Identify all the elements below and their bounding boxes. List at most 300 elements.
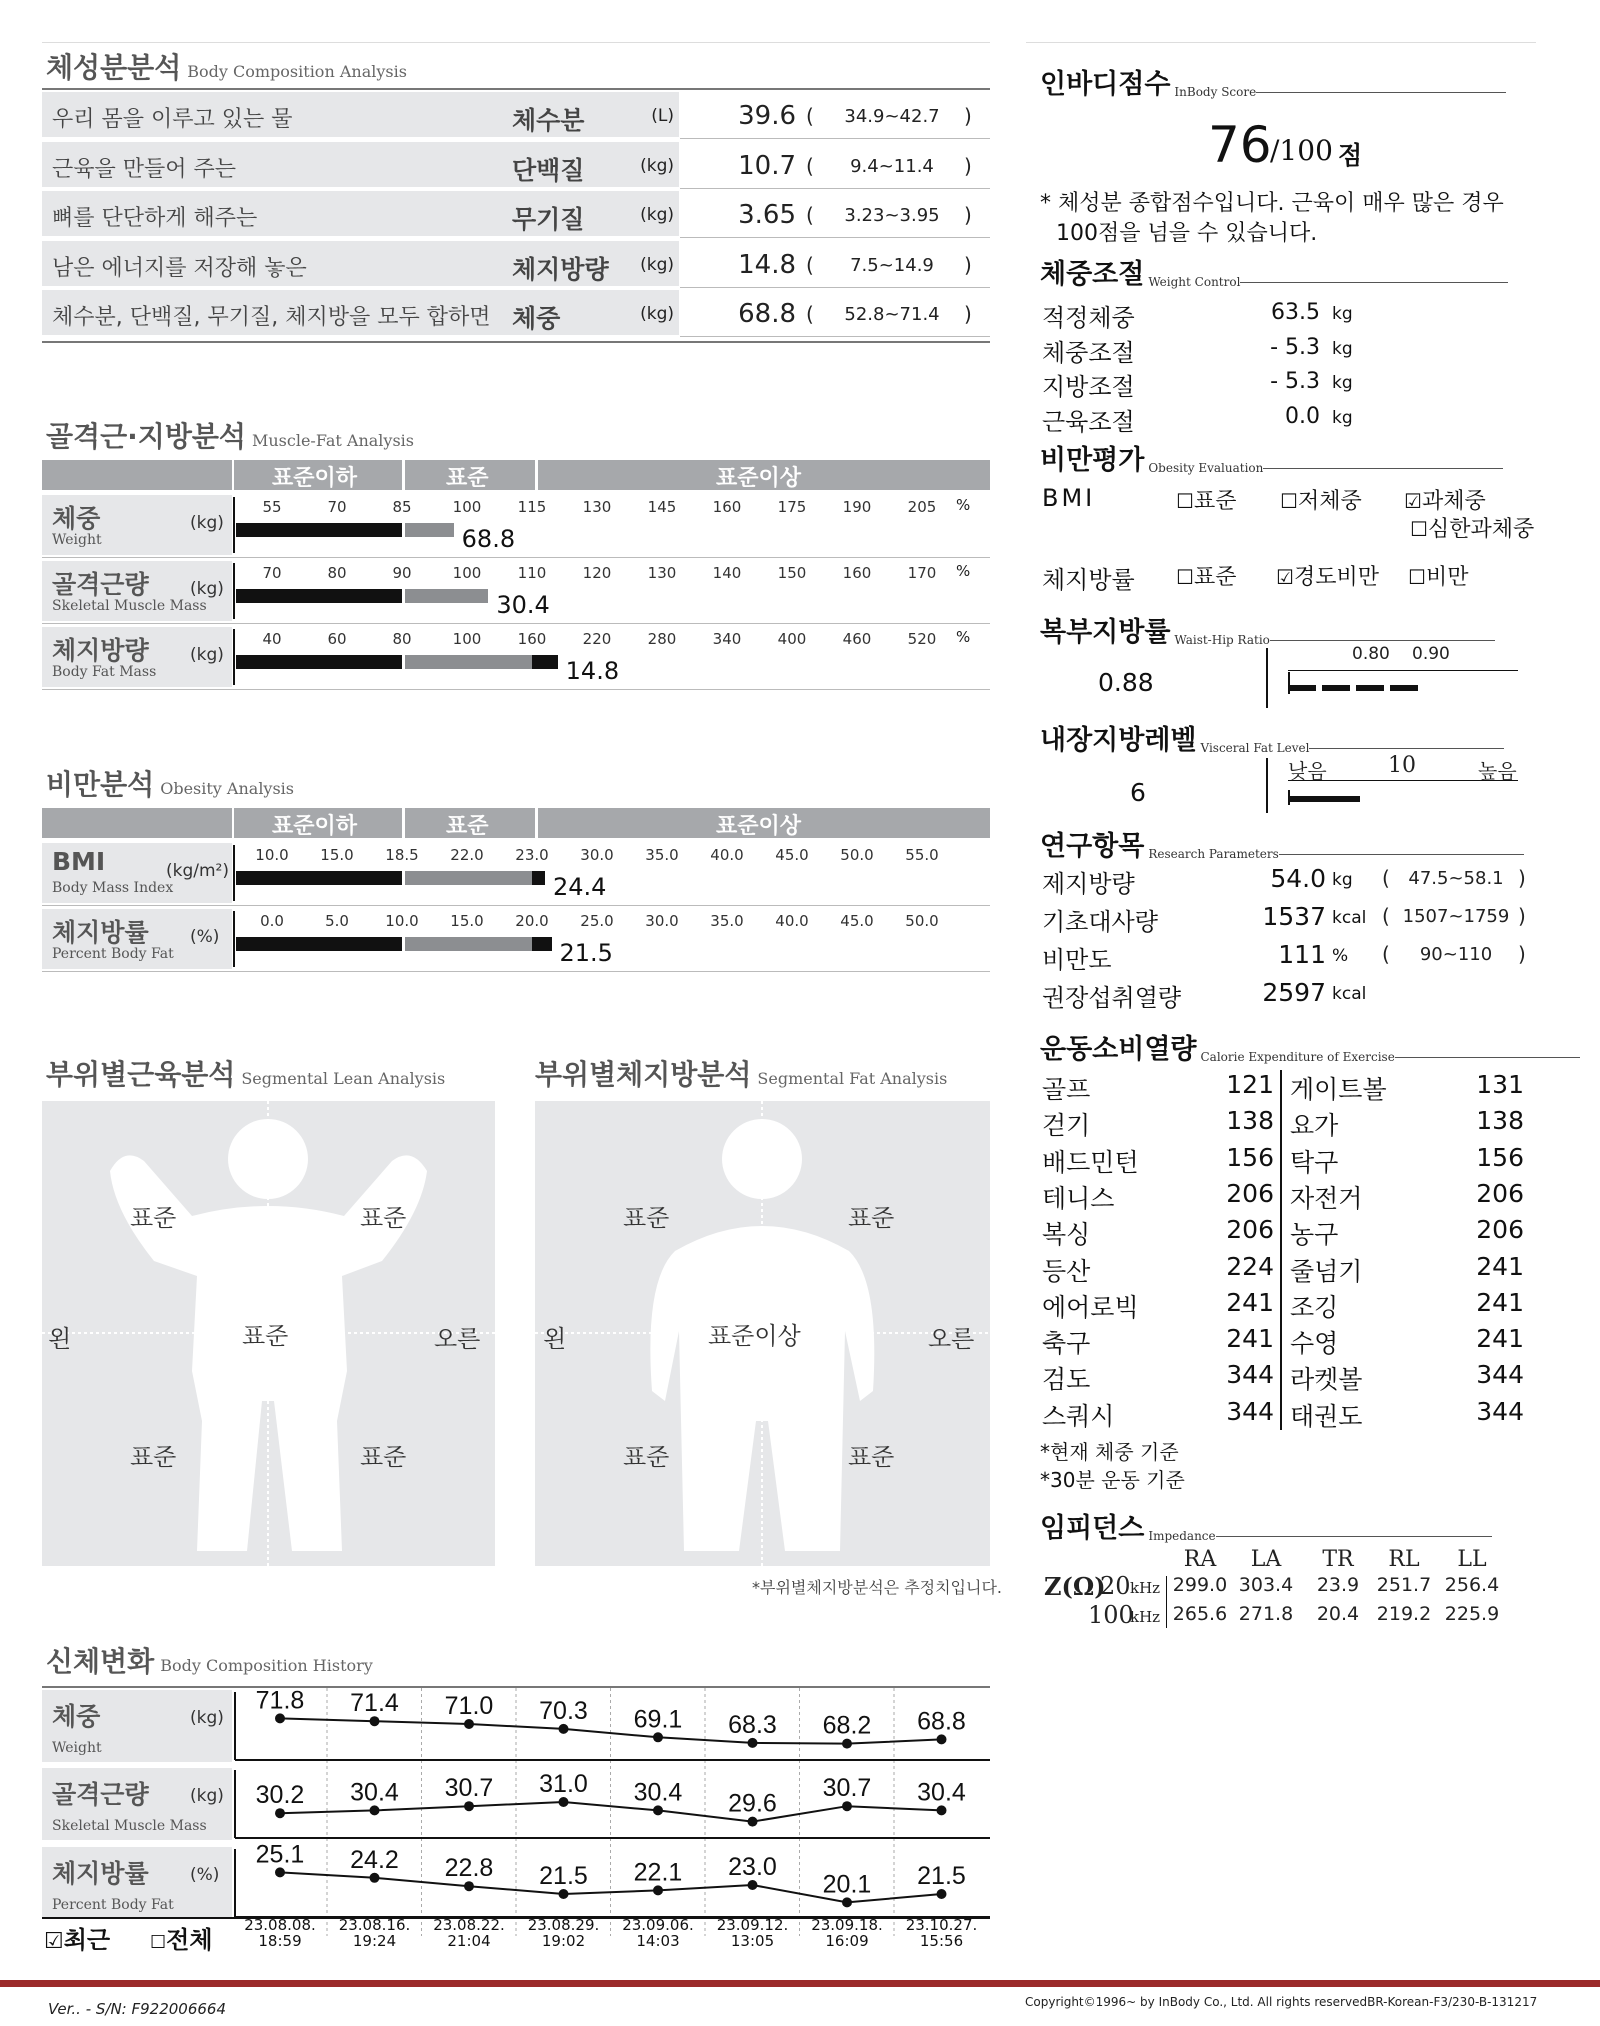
exercise-kcal: 121 [1226,1070,1274,1099]
history-time: 14:03 [636,1932,680,1950]
bar-value: 24.4 [553,873,607,901]
research-title-en: Research Parameters [1148,847,1279,861]
checkbox-icon: ☐ [1410,517,1428,541]
exercise-name: 자전거 [1290,1183,1363,1213]
history-chart [42,1688,990,1936]
bar-row-unit: (kg) [190,645,224,665]
bar-black-fill [236,589,402,603]
exercise-kcal: 156 [1476,1142,1524,1172]
weight-control-title-en: Weight Control [1148,275,1241,289]
paren-open: ( [806,252,814,277]
bar-row-line [42,971,990,972]
history-point [653,1805,663,1815]
history-title [46,1640,373,1680]
history-recent-option[interactable] [44,1920,110,1955]
history-point [275,1867,285,1877]
impedance-col: TR [1322,1547,1354,1572]
score-note-1: * 체성분 종합점수입니다. 근육이 매우 많은 경우 [1040,191,1504,216]
research-title-rule [1279,854,1524,855]
obesity-title [46,763,294,803]
tick-label: 15.0 [320,846,354,864]
bmi-opt [1280,484,1362,515]
pct-label: % [956,562,971,580]
body-comp-desc: 체수분, 단백질, 무기질, 체지방을 모두 합하면 [52,305,491,330]
exercise-kcal: 206 [1476,1215,1524,1245]
bar-row-name-en: Body Mass Index [52,880,174,896]
wc-label: 근육조절 [1042,407,1135,436]
body-comp-desc: 남은 에너지를 저장해 놓은 [52,255,307,281]
exercise-kcal: 241 [1476,1324,1524,1354]
history-value: 22.1 [633,1858,683,1887]
obesity-eval-title-ko: 비만평가 [1040,445,1145,476]
tick-label: 160 [517,630,547,648]
bar-black-fill [236,523,402,537]
exercise-name: 탁구 [1290,1147,1339,1177]
body-comp-value: 39.6 [738,101,796,131]
seg-fat-title-ko: 부위별체지방분석 [535,1058,752,1091]
tick-label: 30.0 [580,846,614,864]
bar-row-name: BMI [52,847,106,876]
body-comp-topline [42,88,990,90]
tick-label: 400 [777,630,807,648]
impedance-title-en: Impedance [1148,1529,1216,1543]
tick-label: 160 [842,564,872,582]
exercise-name: 축구 [1042,1329,1091,1359]
tick-label: 175 [777,498,807,516]
research-value: 1537 [1262,902,1326,931]
research-label: 제지방량 [1042,870,1135,898]
exercise-kcal: 156 [1226,1142,1274,1172]
muscle-fat-title-en: Muscle-Fat Analysis [251,431,414,450]
exercise-kcal: 344 [1226,1360,1274,1390]
history-value: 31.0 [539,1770,588,1798]
bar-above-fill [532,937,552,951]
research-unit: kcal [1332,984,1367,1004]
body-comp-name: 체수분 [512,106,585,135]
history-point [370,1716,380,1726]
weight-control-title [1040,252,1508,291]
body-comp-range: 3.23~3.95 [844,205,940,226]
tick-label: 160 [712,498,742,516]
exercise-title [1040,1027,1580,1066]
whr-value: 0.88 [1098,668,1154,697]
checkbox-icon: ☐ [1280,489,1298,513]
fat-right-arm: 표준 [848,1204,895,1232]
body-comp-row-line [680,287,990,288]
pbf-opt [1276,560,1379,591]
exercise-name: 줄넘기 [1290,1256,1363,1286]
whr-title-rule [1270,640,1495,641]
visceral-low: 낮음 [1288,759,1327,783]
wc-unit: kg [1332,304,1353,324]
tick-label: 20.0 [515,912,549,930]
bar-black-fill [236,871,402,885]
research-unit: kcal [1332,908,1367,928]
paren-open: ( [806,302,814,326]
research-unit: kg [1332,870,1353,890]
bar-row-name: 골격근량 [52,570,149,599]
bar-row-line [42,557,990,558]
history-point [748,1817,758,1827]
footer-right: Copyright©1996~ by InBody Co., Ltd. All rights reservedBR-Korean-F3/230-B-131217 [1025,1995,1538,2009]
exercise-name: 등산 [1042,1256,1091,1286]
history-time: 19:02 [541,1932,586,1950]
impedance-value: 271.8 [1238,1603,1294,1625]
impedance-divider [1166,1576,1167,1628]
check-icon: ☑ [1404,489,1422,513]
pbf-opt [1408,560,1468,591]
lean-right-arm: 표준 [360,1204,407,1232]
exercise-name: 태권도 [1290,1401,1363,1431]
visceral-title-rule [1309,748,1504,749]
body-comp-title-ko: 체성분분석 [46,51,182,84]
tick-label: 10.0 [385,912,419,930]
paren-close: ) [1518,904,1526,928]
whr-title-en: Waist-Hip Ratio [1174,633,1270,647]
history-time: 13:05 [730,1932,775,1950]
history-date: 23.09.06. [622,1916,694,1934]
history-row-unit: (kg) [190,1708,224,1728]
inbody-score-title [1040,62,1506,101]
pbf-opt-label: 표준 [1193,565,1237,590]
obesity-eval-title-en: Obesity Evaluation [1148,461,1264,475]
history-value: 70.3 [539,1696,588,1725]
tick-label: 100 [452,564,482,582]
bar-row-unit: (kg) [190,579,224,599]
wc-value: - 5.3 [1270,369,1320,394]
wc-unit: kg [1332,338,1353,359]
body-comp-unit: (kg) [640,304,674,324]
history-point [559,1889,569,1899]
band-above-label: 표준이상 [716,814,802,839]
history-point [464,1719,474,1729]
whr-tick-2: 0.90 [1412,644,1450,664]
history-row-unit: (kg) [190,1786,224,1806]
impedance-title [1040,1506,1492,1545]
exercise-note-2: *30분 운동 기준 [1040,1468,1185,1492]
tick-label: 220 [582,630,612,648]
history-value: 21.5 [539,1862,588,1890]
exercise-name: 요가 [1290,1111,1339,1141]
tick-label: 340 [712,630,742,648]
bar-row-unit: (kg) [190,513,224,533]
history-point [748,1738,758,1748]
exercise-kcal: 138 [1226,1106,1274,1136]
tick-label: 15.0 [450,912,484,930]
bar-black-fill [236,655,402,669]
visceral-axis [1266,758,1268,813]
weight-control-title-rule [1240,282,1508,283]
exercise-kcal: 138 [1476,1106,1524,1136]
bar-axis [233,563,235,619]
tick-label: 30.0 [645,912,679,930]
tick-label: 50.0 [905,912,939,930]
tick-label: 115 [517,498,547,516]
body-comp-row-line [680,138,990,139]
paren-open: ( [1382,904,1390,928]
bar-above-fill [532,871,545,885]
history-date: 23.08.08. [244,1916,316,1934]
tick-label: 100 [452,498,482,516]
wc-label: 지방조절 [1042,373,1135,401]
whr-axis [1266,648,1268,708]
exercise-name: 검도 [1042,1365,1091,1395]
bar-row-line [42,689,990,690]
impedance-col: RA [1183,1547,1217,1572]
body-comp-value: 68.8 [738,299,796,329]
bar-value: 21.5 [559,939,613,967]
lean-right-side: 오른 [434,1325,481,1353]
tick-label: 55.0 [905,846,939,864]
history-value: 22.8 [444,1854,494,1883]
bar-row-name-en: Skeletal Muscle Mass [52,598,207,614]
paren-close: ) [964,104,972,128]
history-value: 30.7 [822,1774,872,1803]
history-point [937,1734,947,1744]
body-comp-title-en: Body Composition Analysis [187,62,407,81]
impedance-value: 256.4 [1444,1574,1500,1596]
impedance-value: 20.4 [1316,1603,1360,1625]
band-below-label: 표준이하 [272,814,358,839]
checkbox-icon: ☐ [150,1932,167,1953]
fat-right-side: 오른 [928,1325,975,1353]
tick-label: 140 [712,564,742,582]
paren-open: ( [1382,942,1390,966]
exercise-kcal: 344 [1476,1396,1524,1426]
exercise-name: 걷기 [1042,1111,1091,1141]
top-rule-right [1026,42,1536,43]
impedance-title-rule [1216,1536,1492,1537]
seg-lean-box [42,1101,495,1566]
bmi-opt-label: 심한과체중 [1427,517,1535,542]
body-comp-name: 무기질 [512,205,585,234]
history-date: 23.08.22. [433,1916,505,1934]
tick-label: 70 [327,498,347,516]
seg-lean-title-en: Segmental Lean Analysis [241,1069,446,1088]
inbody-score-title-rule [1256,92,1506,93]
score-note-2: 100점을 넘을 수 있습니다. [1056,221,1318,246]
bmi-opt [1404,484,1486,515]
exercise-kcal: 241 [1226,1324,1274,1354]
impedance-value: 219.2 [1376,1603,1432,1625]
fat-left-arm: 표준 [623,1204,670,1232]
impedance-value: 299.0 [1172,1574,1228,1596]
score-value: 76 [1208,116,1272,174]
visceral-title-ko: 내장지방레벨 [1040,725,1197,756]
research-label: 권장섭취열량 [1042,984,1182,1012]
body-comp-desc: 우리 몸을 이루고 있는 물 [52,107,293,132]
tick-label: 22.0 [450,846,484,864]
history-value: 71.4 [350,1689,399,1718]
body-comp-name: 체중 [512,304,561,333]
tick-label: 190 [842,498,872,516]
history-value: 30.2 [255,1781,305,1810]
body-comp-unit: (L) [651,106,674,126]
bar-axis [233,497,235,553]
impedance-z: Z(Ω) [1044,1572,1106,1601]
history-time: 16:09 [825,1932,869,1950]
tick-label: 85 [392,498,412,516]
history-value: 68.3 [728,1710,777,1739]
wc-unit: kg [1332,373,1353,393]
history-value: 20.1 [822,1870,872,1899]
checkbox-icon: ☐ [1408,565,1426,589]
exercise-kcal: 206 [1226,1178,1274,1208]
history-point [748,1880,758,1890]
impedance-khz: kHz [1130,1608,1161,1626]
band-normal-label: 표준 [446,814,489,839]
tick-label: 110 [517,564,547,582]
band-above-label: 표준이상 [716,466,802,491]
score-max: /100 [1270,134,1333,167]
paren-close: ) [964,252,972,277]
body-comp-value: 3.65 [738,200,796,230]
exercise-name: 조깅 [1290,1292,1339,1322]
history-row-name-en: Skeletal Muscle Mass [52,1818,207,1834]
paren-close: ) [964,153,972,178]
bar-axis [233,629,235,685]
obesity-title-en: Obesity Analysis [160,779,295,798]
inbody-score-title-en: InBody Score [1174,85,1257,99]
history-value: 30.4 [350,1778,399,1807]
footer-rule [0,1980,1600,1987]
exercise-name: 수영 [1290,1329,1339,1359]
history-point [559,1797,569,1807]
exercise-title-rule [1395,1057,1580,1058]
recent-label: 최근 [63,1926,111,1954]
exercise-name: 테니스 [1042,1183,1115,1213]
history-row-name: 체중 [52,1702,101,1731]
tick-label: 145 [647,498,677,516]
tick-label: 25.0 [580,912,614,930]
visceral-value: 6 [1130,778,1146,807]
history-row-name-en: Weight [52,1740,102,1756]
tick-label: 100 [452,630,482,648]
impedance-value: 303.4 [1238,1574,1294,1596]
bar-black-fill [236,937,402,951]
history-date: 23.08.29. [527,1916,600,1934]
tick-label: 0.0 [260,912,284,930]
history-point [370,1805,380,1815]
bar-row-name-en: Percent Body Fat [52,946,174,962]
history-point [275,1713,285,1723]
visceral-high: 높음 [1478,759,1517,783]
whr-title-ko: 복부지방률 [1040,617,1171,648]
weight-control-title-ko: 체중조절 [1040,259,1145,290]
tick-label: 130 [647,564,677,582]
tick-label: 45.0 [775,846,809,864]
tick-label: 70 [262,564,282,582]
tick-label: 90 [392,564,412,582]
inbody-score-title-ko: 인바디점수 [1040,69,1171,100]
history-date: 23.09.18. [811,1916,883,1934]
research-value: 54.0 [1270,864,1326,893]
exercise-kcal: 224 [1226,1251,1274,1281]
tick-label: 130 [582,498,612,516]
history-value: 69.1 [633,1705,683,1734]
tick-label: 150 [777,564,807,582]
pbf-opt-label: 비만 [1425,565,1469,590]
exercise-name: 골프 [1042,1075,1091,1104]
seg-lean-title [46,1053,445,1093]
history-value: 29.6 [728,1789,777,1818]
exercise-name: 게이트볼 [1290,1075,1387,1104]
bar-row-name-en: Weight [52,532,102,548]
history-point [464,1801,474,1811]
tick-label: 40.0 [710,846,744,864]
wc-label: 체중조절 [1042,338,1135,367]
bar-value: 14.8 [565,657,620,685]
pbf-eval-label: 체지방률 [1042,566,1135,594]
bar-above-fill [532,655,558,669]
exercise-name: 라켓볼 [1290,1365,1363,1395]
exercise-divider [1280,1070,1282,1430]
body-comp-value: 14.8 [738,249,796,280]
wc-value: 63.5 [1271,300,1320,325]
history-point [937,1889,947,1899]
checkbox-icon: ☐ [1176,565,1194,589]
bar-gray-fill [405,655,532,669]
bmi-eval-label: BMI [1042,484,1096,512]
research-label: 비만도 [1042,946,1112,974]
body-comp-range: 7.5~14.9 [850,254,934,276]
history-all-option[interactable] [150,1920,213,1955]
history-value: 68.2 [822,1711,872,1740]
seg-lean-title-ko: 부위별근육분석 [46,1058,236,1091]
bar-value: 30.4 [496,591,550,619]
fat-right-leg: 표준 [848,1443,895,1471]
history-date: 23.08.16. [338,1916,411,1934]
bar-row-name: 체지방률 [52,918,149,947]
body-comp-row-line [680,336,990,337]
muscle-fat-title [46,415,414,455]
history-date: 23.10.27. [905,1916,978,1934]
paren-close: ) [1518,866,1526,890]
exercise-kcal: 206 [1476,1178,1524,1208]
history-row-name: 골격근량 [52,1780,149,1809]
tick-label: 35.0 [710,912,744,930]
all-label: 전체 [166,1926,213,1954]
pbf-opt [1176,560,1236,591]
wc-value: 0.0 [1285,403,1320,429]
exercise-kcal: 131 [1476,1070,1524,1099]
impedance-value: 225.9 [1444,1603,1500,1625]
body-comp-row-line [680,188,990,189]
exercise-kcal: 241 [1476,1251,1524,1281]
visceral-title [1040,718,1504,757]
bar-row-line [42,623,990,624]
impedance-value: 265.6 [1172,1603,1228,1625]
body-comp-range: 52.8~71.4 [844,304,940,325]
body-comp-name: 체지방량 [512,254,609,284]
bar-row-unit: (kg/m²) [166,861,230,881]
tick-label: 80 [392,630,412,648]
bar-gray-fill [405,937,532,951]
research-value: 2597 [1262,978,1326,1007]
body-comp-unit: (kg) [640,254,674,275]
history-point [842,1897,852,1907]
impedance-freq: 100 [1088,1601,1134,1629]
bmi-opt-label: 과체중 [1421,489,1486,514]
impedance-value: 251.7 [1376,1574,1432,1596]
history-value: 30.4 [633,1778,683,1807]
body-comp-row-line [680,237,990,238]
body-comp-unit: (kg) [640,155,674,176]
visceral-title-en: Visceral Fat Level [1200,741,1310,755]
history-time: 19:24 [352,1932,397,1950]
exercise-note-1: *현재 체중 기준 [1040,1440,1179,1464]
exercise-name: 스쿼시 [1042,1401,1115,1431]
